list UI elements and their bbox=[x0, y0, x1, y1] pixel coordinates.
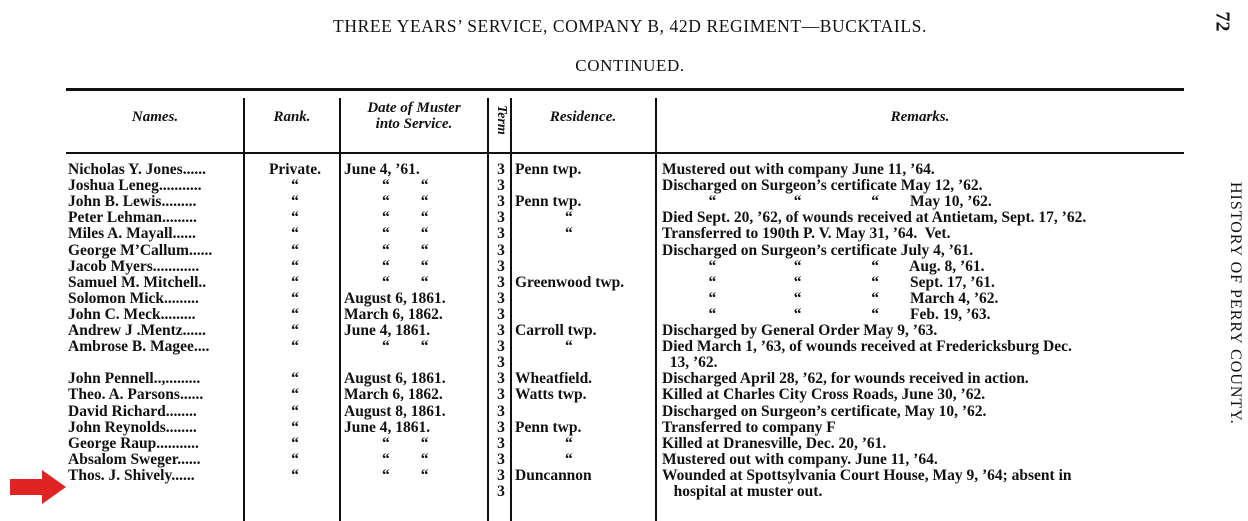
cell-date: “ “ bbox=[382, 273, 429, 291]
cell-term: 3 bbox=[497, 322, 505, 339]
cell-date: “ “ bbox=[382, 177, 429, 195]
header-rank: Rank. bbox=[273, 109, 311, 125]
cell-remarks: Transferred to company F bbox=[662, 418, 836, 436]
cell-remarks: Discharged by General Order May 9, ’63. bbox=[662, 322, 938, 339]
cell-residence: Penn twp. bbox=[515, 418, 582, 436]
cell-rank: “ bbox=[291, 305, 299, 323]
cell-name: George Raup........... bbox=[68, 435, 199, 452]
cell-date: August 8, 1861. bbox=[344, 402, 446, 420]
cell-residence: Carroll twp. bbox=[515, 322, 597, 339]
cell-term: 3 bbox=[497, 225, 505, 243]
cell-rank: “ bbox=[291, 322, 299, 339]
cell-term: 3 bbox=[497, 386, 505, 404]
cell-name: Absalom Sweger...... bbox=[68, 451, 201, 468]
cell-date: June 4, ’61. bbox=[344, 161, 420, 178]
cell-term: 3 bbox=[497, 370, 505, 388]
cell-name: Ambrose B. Magee.... bbox=[68, 339, 210, 356]
page-title: THREE YEARS’ SERVICE, COMPANY B, 42D REGIMENT—BUCKTAILS. bbox=[333, 16, 927, 36]
header-remarks: Remarks. bbox=[890, 109, 950, 125]
cell-date: June 4, 1861. bbox=[344, 418, 431, 436]
cell-name: Samuel M. Mitchell.. bbox=[68, 274, 207, 291]
cell-rank: “ bbox=[291, 434, 299, 452]
cell-name: Solomon Mick......... bbox=[68, 290, 199, 307]
cell-name: Nicholas Y. Jones...... bbox=[68, 162, 206, 178]
cell-name: Jacob Myers............ bbox=[68, 258, 200, 275]
cell-date: “ “ bbox=[382, 434, 429, 452]
cell-rank: “ bbox=[291, 193, 299, 211]
cell-residence: “ bbox=[565, 225, 573, 243]
cell-remarks: Killed at Dranesville, Dec. 20, ’61. bbox=[662, 434, 887, 452]
cell-rank: “ bbox=[291, 450, 299, 468]
header-bottom-rule bbox=[66, 152, 1184, 154]
cell-remarks: 13, ’62. bbox=[662, 354, 718, 372]
cell-term: 3 bbox=[497, 402, 505, 420]
cell-term: 3 bbox=[497, 209, 505, 227]
cell-date: June 4, 1861. bbox=[344, 322, 431, 339]
cell-name: Andrew J .Mentz...... bbox=[68, 323, 206, 339]
header-names: Names. bbox=[131, 109, 179, 125]
cell-name: John B. Lewis......... bbox=[68, 194, 197, 211]
cell-residence: Greenwood twp. bbox=[515, 273, 625, 291]
cell-remarks: hospital at muster out. bbox=[662, 483, 823, 500]
header-date-line2: into Service. bbox=[375, 116, 453, 132]
cell-residence: “ bbox=[565, 450, 573, 468]
cell-rank: “ bbox=[291, 257, 299, 275]
cell-name: Theo. A. Parsons...... bbox=[68, 387, 204, 404]
table-top-rule bbox=[66, 88, 1184, 91]
cell-remarks: “ “ “ March 4, ’62. bbox=[662, 289, 999, 307]
cell-rank: “ bbox=[291, 402, 299, 420]
col-divider-names bbox=[243, 98, 245, 521]
cell-remarks: “ “ “ Feb. 19, ’63. bbox=[662, 305, 991, 323]
cell-residence: “ bbox=[565, 434, 573, 452]
cell-name: Joshua Leneg........... bbox=[68, 178, 202, 195]
cell-remarks: Discharged on Surgeon’s certificate, May 10, ’62. bbox=[662, 402, 987, 420]
cell-term: 3 bbox=[497, 257, 505, 275]
cell-date: March 6, 1862. bbox=[344, 305, 443, 323]
cell-remarks: Died Sept. 20, ’62, of wounds received at Antietam, Sept. 17, ’62. bbox=[662, 209, 1087, 227]
cell-rank: “ bbox=[291, 370, 299, 388]
running-head: HISTORY OF PERRY COUNTY. bbox=[1227, 182, 1244, 425]
cell-date: “ “ bbox=[382, 209, 429, 227]
cell-date: “ “ bbox=[382, 466, 429, 484]
cell-residence: “ bbox=[565, 338, 573, 356]
header-date-line1: Date of Muster bbox=[367, 100, 461, 116]
cell-name: David Richard........ bbox=[68, 403, 197, 420]
header-residence: Residence. bbox=[549, 109, 617, 125]
cell-term: 3 bbox=[497, 161, 505, 178]
cell-term: 3 bbox=[497, 418, 505, 436]
cell-term: 3 bbox=[497, 241, 505, 259]
cell-remarks: Killed at Charles City Cross Roads, June 30, ’62. bbox=[662, 386, 986, 404]
cell-date: “ “ bbox=[382, 450, 429, 468]
cell-residence: Duncannon bbox=[515, 466, 592, 484]
cell-date: “ “ bbox=[382, 241, 429, 259]
cell-term: 3 bbox=[497, 305, 505, 323]
cell-term: 3 bbox=[497, 193, 505, 211]
cell-rank: “ bbox=[291, 386, 299, 404]
cell-remarks: “ “ “ May 10, ’62. bbox=[662, 193, 992, 211]
cell-name: Peter Lehman......... bbox=[68, 210, 197, 227]
cell-name: John Reynolds........ bbox=[68, 419, 197, 436]
cell-date: “ “ bbox=[382, 338, 429, 356]
cell-name: Thos. J. Shively...... bbox=[68, 467, 195, 484]
cell-remarks: Discharged on Surgeon’s certificate July 4, ’61. bbox=[662, 241, 974, 259]
cell-term: 3 bbox=[497, 483, 505, 500]
cell-remarks: Wounded at Spottsylvania Court House, May 9, ’64; absent in bbox=[662, 466, 1072, 484]
cell-name: John Pennell..,......... bbox=[68, 371, 201, 388]
cell-term: 3 bbox=[497, 450, 505, 468]
page-subtitle: CONTINUED. bbox=[575, 56, 685, 75]
cell-name: Miles A. Mayall...... bbox=[68, 226, 196, 243]
cell-term: 3 bbox=[497, 177, 505, 195]
cell-rank: “ bbox=[291, 225, 299, 243]
cell-term: 3 bbox=[497, 434, 505, 452]
cell-remarks: “ “ “ Aug. 8, ’61. bbox=[662, 257, 985, 275]
page-number: 72 bbox=[1211, 11, 1234, 32]
cell-name: George M’Callum...... bbox=[68, 242, 213, 259]
cell-rank: “ bbox=[291, 418, 299, 436]
cell-rank: “ bbox=[291, 338, 299, 356]
header-term: Term bbox=[494, 105, 509, 135]
cell-date: “ “ bbox=[382, 225, 429, 243]
cell-residence: Penn twp. bbox=[515, 161, 582, 178]
cell-term: 3 bbox=[497, 273, 505, 291]
cell-residence: Wheatfield. bbox=[515, 370, 593, 388]
cell-residence: “ bbox=[565, 209, 573, 227]
cell-remarks: Died March 1, ’63, of wounds received at Fredericksburg Dec. bbox=[662, 338, 1072, 356]
cell-name: John C. Meck......... bbox=[68, 306, 196, 323]
cell-date: August 6, 1861. bbox=[344, 370, 446, 388]
cell-rank: “ bbox=[291, 241, 299, 259]
cell-date: “ “ bbox=[382, 193, 429, 211]
cell-rank: Private. bbox=[268, 161, 322, 178]
cell-remarks: Mustered out with company. June 11, ’64. bbox=[662, 450, 938, 468]
cell-date: March 6, 1862. bbox=[344, 386, 443, 404]
cell-remarks: Mustered out with company June 11, ’64. bbox=[662, 161, 935, 178]
cell-rank: “ bbox=[291, 273, 299, 291]
cell-remarks: Discharged on Surgeon’s certificate May 12, ’62. bbox=[662, 177, 983, 195]
cell-residence: Penn twp. bbox=[515, 193, 582, 211]
cell-remarks: Discharged April 28, ’62, for wounds received in action. bbox=[662, 370, 1029, 388]
cell-date: August 6, 1861. bbox=[344, 289, 446, 307]
cell-term: 3 bbox=[497, 338, 505, 356]
cell-residence: Watts twp. bbox=[515, 386, 587, 404]
cell-remarks: Transferred to 190th P. V. May 31, ’64. Vet. bbox=[662, 225, 951, 243]
cell-date: “ “ bbox=[382, 257, 429, 275]
cell-rank: “ bbox=[291, 209, 299, 227]
red-arrow-icon bbox=[10, 470, 66, 504]
cell-term: 3 bbox=[497, 354, 505, 372]
cell-remarks: “ “ “ Sept. 17, ’61. bbox=[662, 273, 995, 291]
cell-term: 3 bbox=[497, 289, 505, 307]
cell-rank: “ bbox=[291, 466, 299, 484]
cell-rank: “ bbox=[291, 289, 299, 307]
cell-rank: “ bbox=[291, 177, 299, 195]
cell-term: 3 bbox=[497, 466, 505, 484]
